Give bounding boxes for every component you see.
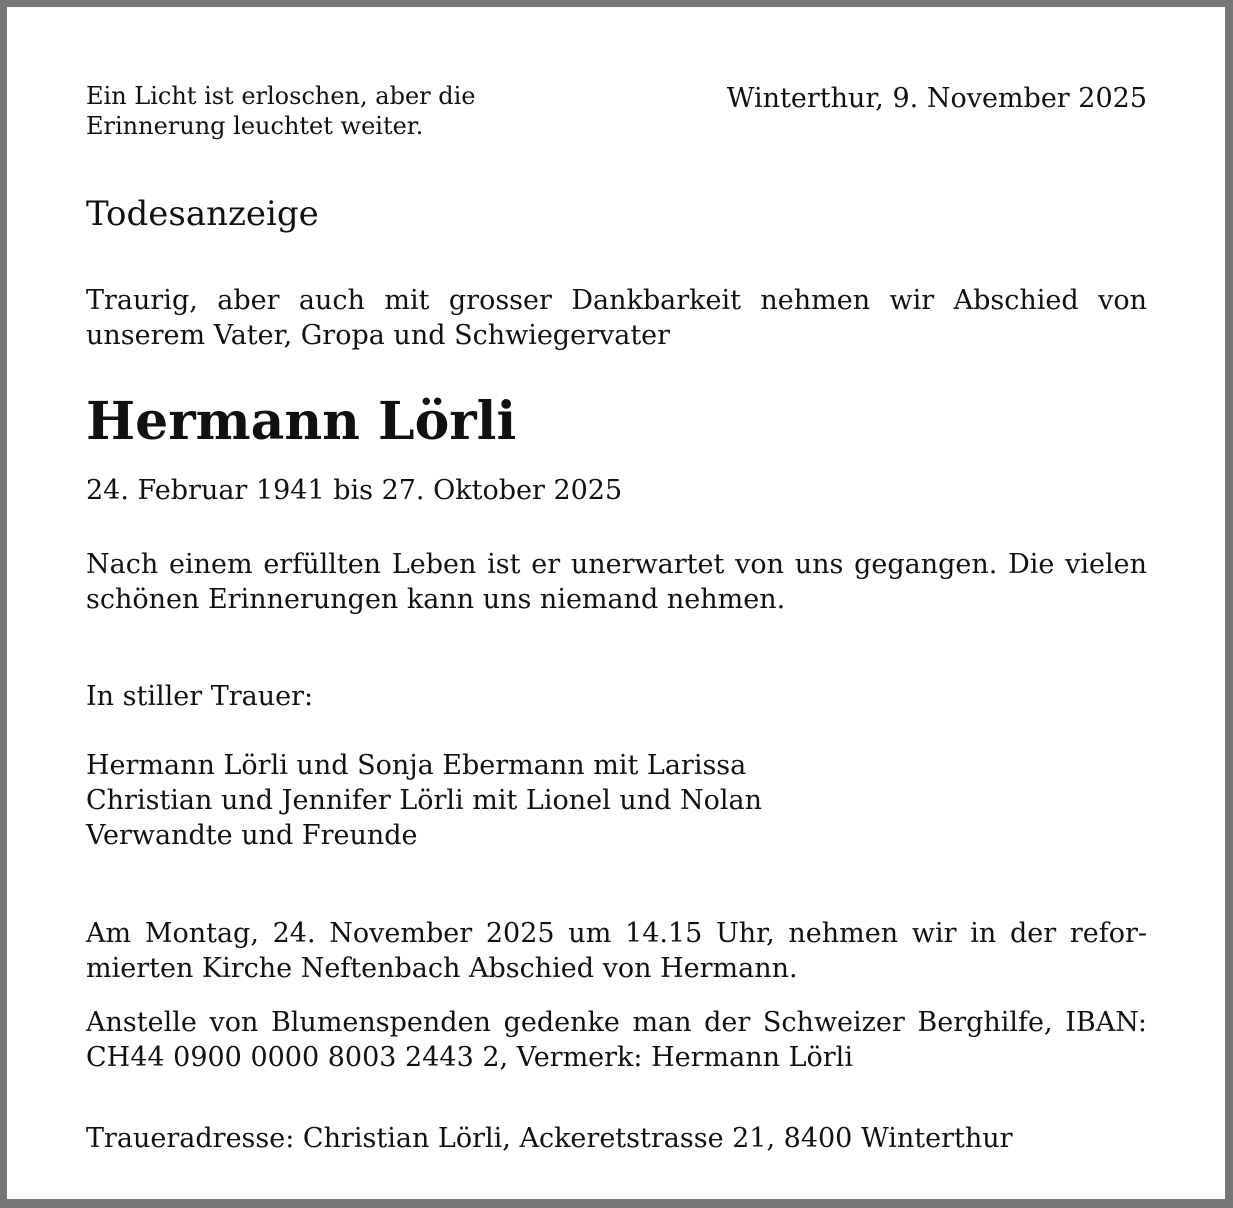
mourners-label: In stiller Trauer: xyxy=(86,681,314,712)
intro-text: Traurig, aber auch mit grosser Dankbarkeit nehmen wir Abschied von unserem Vater, Gropa und Schwiegervater xyxy=(86,285,1147,351)
donation-text: Anstelle von Blumenspenden gedenke man der Schweizer Berghilfe, IBAN: CH44 0900 0000 8003 2443 2, Vermerk: Hermann Lörli xyxy=(86,1007,1147,1073)
place-date: Winterthur, 9. November 2025 xyxy=(726,83,1147,114)
mourner-line: Hermann Lörli und Sonja Ebermann mit Larissa xyxy=(86,750,747,781)
mourner-line: Christian und Jennifer Lörli mit Lionel und Nolan xyxy=(86,785,762,816)
deceased-name: Hermann Lörli xyxy=(86,391,517,452)
obituary-page xyxy=(7,7,1225,1199)
mourner-line: Verwandte und Freunde xyxy=(86,820,418,851)
service-line-2: mierten Kirche Neftenbach Abschied von Hermann. xyxy=(86,953,798,984)
message-text: Nach einem erfüllten Leben ist er unerwartet von uns gegangen. Die vielen schönen Erinnerungen kann uns niemand nehmen. xyxy=(86,549,1147,615)
life-dates: 24. Februar 1941 bis 27. Oktober 2025 xyxy=(86,475,623,506)
service-line-1: Am Montag, 24. November 2025 um 14.15 Uhr, nehmen wir in der refor- xyxy=(86,918,1147,949)
motto: Ein Licht ist erloschen, aber die Erinnerung leuchtet weiter. xyxy=(86,82,476,140)
heading: Todesanzeige xyxy=(86,194,319,234)
mourning-address: Traueradresse: Christian Lörli, Ackeretstrasse 21, 8400 Winterthur xyxy=(86,1123,1013,1154)
